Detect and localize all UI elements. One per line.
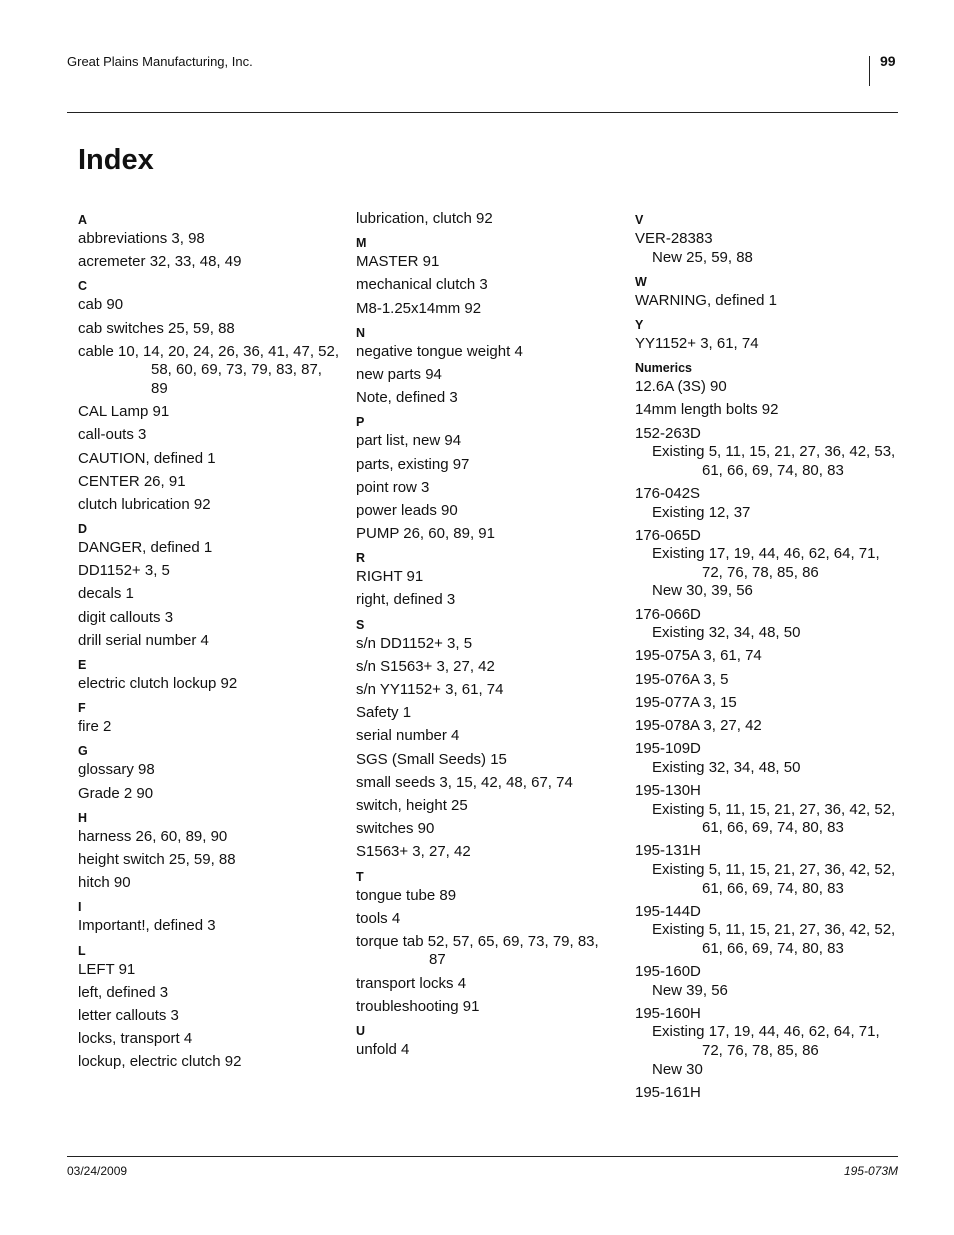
index-entry: transport locks 4 — [356, 974, 467, 992]
index-subentries — [635, 921, 897, 958]
index-entry: 195-075A 3, 61, 74 — [635, 647, 762, 665]
company-name: Great Plains Manufacturing, Inc. — [67, 54, 253, 69]
index-section-letter: N — [356, 325, 366, 340]
index-entry: WARNING, defined 1 — [635, 291, 777, 309]
index-entry: CAL Lamp 91 — [78, 403, 170, 421]
index-entry: 195-077A 3, 15 — [635, 693, 737, 711]
footer-rule — [67, 1156, 898, 1157]
index-subentries — [635, 443, 897, 480]
index-entry: negative tongue weight 4 — [356, 342, 523, 360]
index-section-letter: W — [635, 274, 647, 289]
index-subentries — [635, 1023, 897, 1079]
index-entry: abbreviations 3, 98 — [78, 230, 205, 247]
index-entry: tongue tube 89 — [356, 886, 457, 904]
index-entry: letter callouts 3 — [78, 1006, 179, 1024]
index-section-letter: R — [356, 551, 366, 566]
index-section-letter: T — [356, 869, 364, 884]
index-entry: 195-076A 3, 5 — [635, 670, 729, 688]
header-divider — [869, 56, 870, 86]
index-entry: VER-28383 — [635, 230, 713, 247]
index-entry: hitch 90 — [78, 874, 131, 892]
index-entry: electric clutch lockup 92 — [78, 675, 238, 692]
index-subentries — [635, 504, 897, 523]
index-subentry: New 39, 56 — [652, 981, 728, 999]
index-entry: cab 90 — [78, 296, 124, 314]
index-subentry: Existing 32, 34, 48, 50 — [652, 758, 801, 776]
index-entry: switches 90 — [356, 820, 435, 838]
index-subentry: New 25, 59, 88 — [652, 248, 753, 266]
index-entry: height switch 25, 59, 88 — [78, 850, 236, 868]
index-section-letter: C — [78, 279, 88, 294]
index-entry: MASTER 91 — [356, 253, 440, 271]
index-entry: troubleshooting 91 — [356, 997, 480, 1015]
page-title: Index — [78, 144, 154, 176]
index-entry: Important!, defined 3 — [78, 917, 216, 935]
index-entry: 195-144D — [635, 902, 701, 920]
index-subentry: Existing 32, 34, 48, 50 — [652, 624, 801, 642]
index-subentry: Existing 5, 11, 15, 21, 27, 36, 42, 53, 61, 66, 69, 74, 80, 83 — [652, 443, 896, 479]
index-entry: small seeds 3, 15, 42, 48, 67, 74 — [356, 773, 573, 791]
index-subentry: Existing 5, 11, 15, 21, 27, 36, 42, 52, 61, 66, 69, 74, 80, 83 — [652, 800, 896, 837]
index-section-letter: A — [78, 213, 88, 227]
index-entry: Safety 1 — [356, 704, 412, 722]
footer-date: 03/24/2009 — [67, 1164, 128, 1178]
index-entry: drill serial number 4 — [78, 631, 209, 649]
index-entry: lockup, electric clutch 92 — [78, 1053, 242, 1071]
index-entry: 152-263D — [635, 424, 701, 442]
index-entry: torque tab 52, 57, 65, 69, 73, 79, 83, 87 — [356, 932, 599, 969]
index-subentries — [635, 624, 897, 643]
index-entry: harness 26, 60, 89, 90 — [78, 827, 228, 845]
index-entry: call-outs 3 — [78, 426, 147, 444]
index-subentries — [635, 759, 897, 778]
index-section-letter: D — [78, 522, 88, 537]
index-subentry: New 30, 39, 56 — [652, 582, 753, 600]
index-entry: lubrication, clutch 92 — [356, 210, 493, 227]
index-entry: s/n YY1152+ 3, 61, 74 — [356, 681, 504, 698]
index-entry: locks, transport 4 — [78, 1030, 193, 1048]
index-entry: unfold 4 — [356, 1041, 410, 1059]
index-subentries — [635, 801, 897, 838]
index-section-letter: Numerics — [635, 361, 692, 376]
index-section-letter: F — [78, 701, 86, 716]
index-entry: DANGER, defined 1 — [78, 539, 213, 557]
index-entry: LEFT 91 — [78, 960, 136, 978]
index-column-2 — [356, 210, 618, 1064]
page-number: 99 — [880, 53, 896, 69]
index-subentry: Existing 5, 11, 15, 21, 27, 36, 42, 52, 61, 66, 69, 74, 80, 83 — [652, 860, 896, 897]
index-section-letter: I — [78, 900, 82, 915]
index-subentry: Existing 17, 19, 44, 46, 62, 64, 71, 72, 76, 78, 85, 86 — [652, 545, 880, 581]
index-entry: mechanical clutch 3 — [356, 276, 488, 294]
index-section-letter: H — [78, 810, 88, 825]
index-entry: 176-065D — [635, 526, 701, 544]
index-entry: 195-109D — [635, 740, 701, 758]
index-entry: glossary 98 — [78, 761, 155, 779]
index-subentry: Existing 12, 37 — [652, 503, 751, 521]
index-entry: 195-078A 3, 27, 42 — [635, 717, 762, 734]
index-column-3 — [635, 210, 897, 1107]
footer-doc-number: 195-073M — [843, 1164, 898, 1178]
index-entry: PUMP 26, 60, 89, 91 — [356, 525, 495, 543]
index-section-letter: Y — [635, 317, 644, 332]
index-entry: switch, height 25 — [356, 796, 468, 814]
index-entry: M8-1.25x14mm 92 — [356, 299, 482, 317]
index-entry: cab switches 25, 59, 88 — [78, 319, 235, 337]
index-section-letter: U — [356, 1024, 366, 1039]
index-entry: decals 1 — [78, 585, 134, 603]
index-section-letter: S — [356, 617, 365, 632]
index-section-letter: G — [78, 744, 88, 759]
index-section-letter: L — [78, 943, 86, 958]
index-section-letter: M — [356, 236, 367, 251]
index-entry: part list, new 94 — [356, 432, 462, 450]
index-entry: s/n S1563+ 3, 27, 42 — [356, 657, 495, 675]
header-rule — [67, 112, 898, 113]
index-section-letter: V — [635, 213, 644, 227]
index-entry: new parts 94 — [356, 365, 442, 383]
index-entry: 176-042S — [635, 484, 701, 502]
index-entry: SGS (Small Seeds) 15 — [356, 750, 507, 768]
index-subentries — [635, 861, 897, 898]
index-subentry: Existing 17, 19, 44, 46, 62, 64, 71, 72, 76, 78, 85, 86 — [652, 1023, 880, 1060]
index-entry: s/n DD1152+ 3, 5 — [356, 634, 473, 652]
index-section-letter: P — [356, 415, 365, 430]
index-entry: 195-161H — [635, 1083, 701, 1101]
index-subentry: New 30 — [652, 1060, 703, 1078]
index-entry: power leads 90 — [356, 501, 458, 519]
index-entry: S1563+ 3, 27, 42 — [356, 843, 471, 861]
index-entry: point row 3 — [356, 478, 430, 496]
index-subentries — [635, 249, 897, 268]
index-subentries — [635, 545, 897, 601]
index-entry: 14mm length bolts 92 — [635, 401, 779, 419]
index-subentries — [635, 982, 897, 1001]
index-entry: acremeter 32, 33, 48, 49 — [78, 253, 242, 271]
index-entry: clutch lubrication 92 — [78, 495, 211, 513]
index-entry: RIGHT 91 — [356, 568, 424, 586]
index-entry: parts, existing 97 — [356, 455, 470, 473]
index-column-1 — [78, 210, 340, 1076]
index-entry: 195-160H — [635, 1004, 701, 1022]
index-entry: 176-066D — [635, 605, 701, 623]
index-subentry: Existing 5, 11, 15, 21, 27, 36, 42, 52, 61, 66, 69, 74, 80, 83 — [652, 921, 896, 957]
index-entry: 195-130H — [635, 781, 701, 799]
index-entry: digit callouts 3 — [78, 608, 174, 626]
index-entry: DD1152+ 3, 5 — [78, 562, 170, 580]
index-entry: Grade 2 90 — [78, 784, 154, 802]
index-entry: left, defined 3 — [78, 983, 169, 1001]
index-entry: 195-160D — [635, 963, 701, 981]
index-section-letter: E — [78, 658, 87, 672]
index-entry: YY1152+ 3, 61, 74 — [635, 334, 759, 352]
index-entry: serial number 4 — [356, 727, 460, 745]
index-entry: CAUTION, defined 1 — [78, 449, 216, 467]
index-entry: right, defined 3 — [356, 591, 456, 609]
index-entry: fire 2 — [78, 718, 112, 736]
index-entry: 195-131H — [635, 842, 701, 860]
index-entry: Note, defined 3 — [356, 389, 458, 407]
index-entry: 12.6A (3S) 90 — [635, 378, 727, 396]
index-entry: tools 4 — [356, 909, 401, 927]
index-entry: cable 10, 14, 20, 24, 26, 36, 41, 47, 52, 58, 60, 69, 73, 79, 83, 87, 89 — [78, 342, 340, 397]
index-entry: CENTER 26, 91 — [78, 472, 186, 490]
